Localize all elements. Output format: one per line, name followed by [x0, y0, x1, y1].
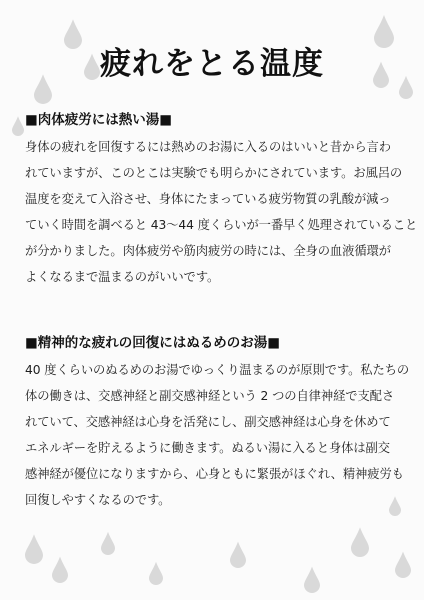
- raindrop-icon: [101, 532, 115, 555]
- section-physical-fatigue: [25, 108, 418, 290]
- body-line: 感神経が優位になりますから、心身ともに緊張がほぐれ、精神疲労も: [25, 467, 404, 481]
- raindrop-icon: [304, 567, 320, 593]
- section-body: [25, 357, 410, 513]
- body-line: 温度を変えて入浴させ、身体にたまっている疲労物質の乳酸が減っ: [25, 192, 391, 206]
- section-mental-fatigue: [25, 331, 410, 513]
- body-line: エネルギーを貯えるように働きます。ぬるい湯に入ると身体は副交: [25, 441, 390, 455]
- body-line: 40 度くらいのぬるめのお湯でゆっくり温まるのが原則です。私たちの: [25, 363, 410, 377]
- raindrop-icon: [149, 562, 163, 585]
- raindrop-icon: [351, 527, 369, 557]
- raindrop-icon: [395, 552, 411, 578]
- raindrop-icon: [230, 542, 246, 568]
- body-line: 回復しやすくなるのです。: [25, 493, 171, 507]
- page-title: 疲れをとる温度: [100, 46, 324, 82]
- section-heading: ■精神的な疲れの回復にはぬるめのお湯■: [25, 335, 281, 351]
- body-line: れていて、交感神経は心身を活発にし、副交感神経は心身を休めて: [25, 415, 391, 429]
- raindrop-icon: [52, 557, 68, 583]
- body-line: が分かりました。肉体疲労や筋肉疲労の時には、全身の血液循環が: [25, 244, 391, 258]
- body-line: 体の働きは、交感神経と副交感神経という 2 つの自律神経で支配さ: [25, 389, 395, 403]
- body-line: 身体の疲れを回復するには熱めのお湯に入るのはいいと昔から言わ: [25, 140, 391, 154]
- raindrop-icon: [12, 116, 24, 136]
- body-line: ていく時間を調べると 43～44 度くらいが一番早く処理されていること: [25, 218, 418, 232]
- body-line: れていますが、このとこは実験でも明らかにされています。お風呂の: [25, 166, 403, 180]
- raindrop-icon: [25, 534, 43, 564]
- body-line: よくなるまで温まるのがいいです。: [25, 270, 220, 284]
- section-heading: ■肉体疲労には熱い湯■: [25, 112, 173, 128]
- section-body: [25, 134, 418, 290]
